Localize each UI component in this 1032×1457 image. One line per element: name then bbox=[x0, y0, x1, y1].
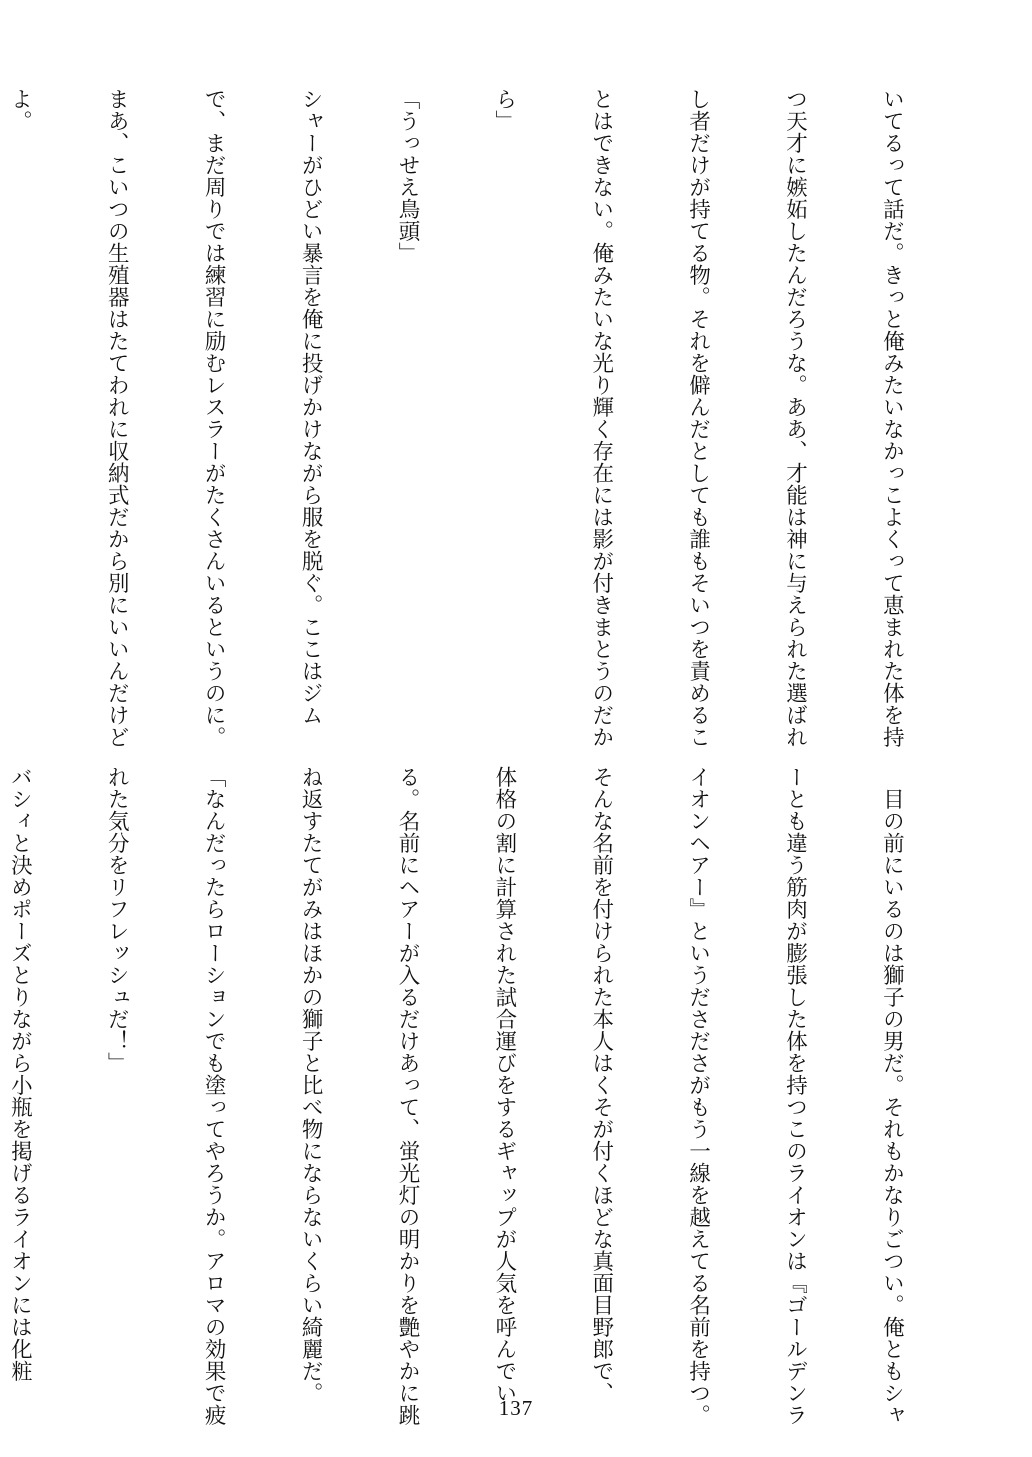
text-column: イオンヘアー』というださださがもう一線を越えてる名前を持つ。 bbox=[685, 766, 711, 1426]
text-column: いてるって話だ。きっと俺みたいなかっこよくって恵まれた体を持 bbox=[879, 88, 905, 748]
text-column: よ。 bbox=[7, 88, 33, 132]
text-column: つ天才に嫉妬したんだろうな。ああ、才能は神に与えられた選ばれ bbox=[782, 88, 808, 748]
upper-text-block bbox=[0, 88, 972, 748]
text-column: れた気分をリフレッシュだ！」 bbox=[104, 766, 130, 1074]
text-column: ーとも違う筋肉が膨張した体を持つこのライオンは『ゴールデンラ bbox=[782, 766, 808, 1426]
text-column: バシィと決めポーズとりながら小瓶を掲げるライオンには化粧 bbox=[7, 766, 33, 1382]
text-column: 目の前にいるのは獅子の男だ。それもかなりごつい。俺ともシャ bbox=[879, 766, 905, 1426]
text-column: 「うっせえ鳥頭」 bbox=[394, 88, 420, 264]
text-column: そんな名前を付けられた本人はくそが付くほどな真面目野郎で、 bbox=[588, 766, 614, 1404]
text-column: とはできない。俺みたいな光り輝く存在には影が付きまとうのだか bbox=[588, 88, 614, 748]
text-column: で、まだ周りでは練習に励むレスラーがたくさんいるというのに。 bbox=[201, 88, 227, 748]
text-column: し者だけが持てる物。それを僻んだとしても誰もそいつを責めるこ bbox=[685, 88, 711, 748]
text-column: まあ、こいつの生殖器はたてわれに収納式だから別にいいんだけど bbox=[104, 88, 130, 748]
text-column: 「なんだったらローションでも塗ってやろうか。アロマの効果で疲 bbox=[201, 766, 227, 1426]
text-column: ら」 bbox=[491, 88, 517, 132]
page-number: 137 bbox=[498, 1396, 534, 1420]
text-column: る。名前にヘアーが入るだけあって、蛍光灯の明かりを艶やかに跳 bbox=[394, 766, 420, 1426]
text-column: 体格の割に計算された試合運びをするギャップが人気を呼んでい bbox=[491, 766, 517, 1404]
text-column: ね返すたてがみはほかの獅子と比べ物にならないくらい綺麗だ。 bbox=[298, 766, 324, 1404]
text-column: シャーがひどい暴言を俺に投げかけながら服を脱ぐ。ここはジム bbox=[298, 88, 324, 726]
